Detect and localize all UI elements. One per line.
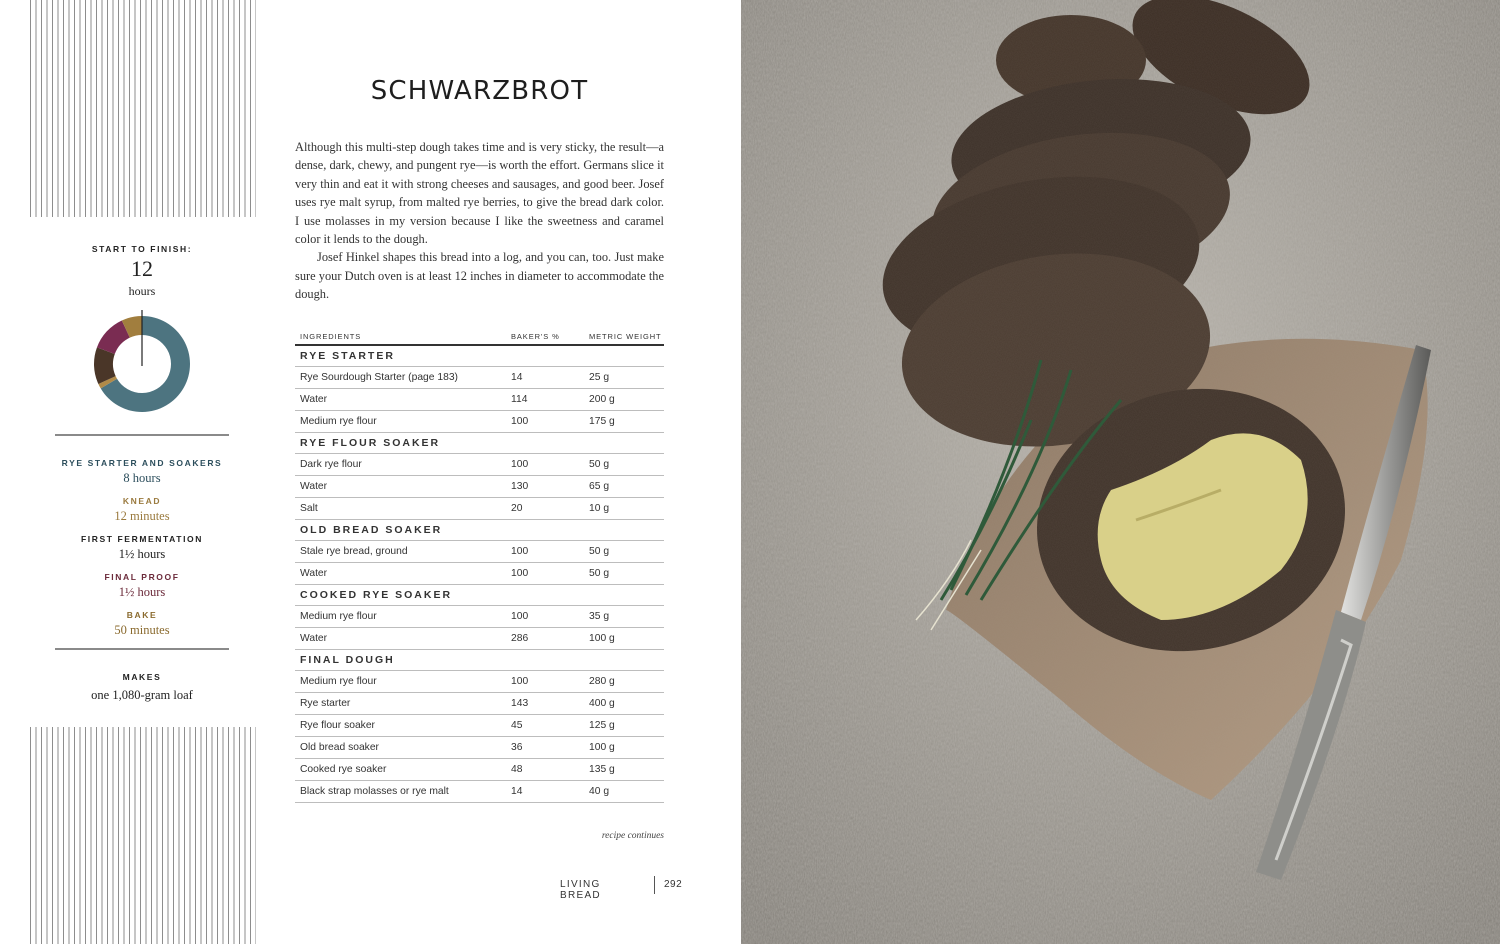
decorative-stripes-bottom (30, 727, 256, 944)
ingredient-cell: Medium rye flour (295, 606, 506, 628)
table-section-row (295, 650, 664, 671)
ingredient-cell: Water (295, 476, 506, 498)
metric-weight-cell: 50 g (584, 454, 664, 476)
bakers-percent-cell: 114 (506, 389, 584, 411)
bakers-percent-cell: 100 (506, 541, 584, 563)
table-row (295, 628, 664, 650)
makes-block (55, 671, 229, 704)
makes-label: MAKES (122, 672, 162, 682)
ingredient-cell: Medium rye flour (295, 411, 506, 433)
stage-duration: 1½ hours (118, 585, 166, 599)
table-section-row (295, 585, 664, 606)
table-row (295, 737, 664, 759)
metric-weight-cell: 200 g (584, 389, 664, 411)
stage-duration: 50 minutes (114, 623, 170, 637)
metric-weight-cell: 400 g (584, 693, 664, 715)
metric-weight-cell: 100 g (584, 628, 664, 650)
bakers-percent-cell: 100 (506, 454, 584, 476)
bread-photo (741, 0, 1500, 944)
table-row (295, 693, 664, 715)
section-heading: RYE FLOUR SOAKER (295, 433, 664, 454)
header-ingredients: INGREDIENTS (295, 331, 506, 345)
header-bakers-percent: BAKER'S % (506, 331, 584, 345)
bakers-percent-cell: 100 (506, 411, 584, 433)
ingredients-table (295, 331, 664, 803)
start-to-finish-value: 12 (131, 256, 153, 281)
stage-label: FINAL PROOF (104, 572, 180, 582)
table-row (295, 563, 664, 585)
bakers-percent-cell: 100 (506, 606, 584, 628)
section-heading: RYE STARTER (295, 345, 664, 367)
start-to-finish-label: START TO FINISH: (91, 244, 193, 254)
stage-label: RYE STARTER AND SOAKERS (61, 458, 223, 468)
page-number: 292 (664, 879, 683, 890)
stage-duration: 1½ hours (118, 547, 166, 561)
bakers-percent-cell: 100 (506, 671, 584, 693)
makes-value: one 1,080-gram loaf (91, 688, 193, 702)
section-heading: FINAL DOUGH (295, 650, 664, 671)
table-row (295, 389, 664, 411)
table-row (295, 759, 664, 781)
metric-weight-cell: 25 g (584, 367, 664, 389)
timing-stage (55, 495, 229, 525)
section-heading: COOKED RYE SOAKER (295, 585, 664, 606)
timing-stage (55, 571, 229, 601)
ingredient-cell: Stale rye bread, ground (295, 541, 506, 563)
divider-rule (55, 434, 229, 436)
bakers-percent-cell: 20 (506, 498, 584, 520)
timing-stage (55, 533, 229, 563)
metric-weight-cell: 10 g (584, 498, 664, 520)
decorative-stripes-top (30, 0, 256, 217)
stage-label: KNEAD (122, 496, 162, 506)
recipe-continues-note: recipe continues (601, 831, 664, 841)
metric-weight-cell: 35 g (584, 606, 664, 628)
ingredient-cell: Rye flour soaker (295, 715, 506, 737)
metric-weight-cell: 280 g (584, 671, 664, 693)
bakers-percent-cell: 100 (506, 563, 584, 585)
table-row (295, 541, 664, 563)
section-heading: OLD BREAD SOAKER (295, 520, 664, 541)
recipe-title: SCHWARZBROT (370, 76, 589, 106)
timing-stage (55, 457, 229, 487)
table-section-row (295, 345, 664, 367)
timing-donut-chart (92, 314, 192, 414)
bakers-percent-cell: 143 (506, 693, 584, 715)
ingredient-cell: Water (295, 389, 506, 411)
table-row (295, 606, 664, 628)
timing-stage (55, 609, 229, 639)
bakers-percent-cell: 36 (506, 737, 584, 759)
bakers-percent-cell: 130 (506, 476, 584, 498)
divider-rule (55, 648, 229, 650)
metric-weight-cell: 40 g (584, 781, 664, 803)
start-to-finish-unit: hours (128, 284, 156, 298)
table-row (295, 781, 664, 803)
table-row (295, 476, 664, 498)
bakers-percent-cell: 14 (506, 781, 584, 803)
stage-duration: 12 minutes (114, 509, 170, 523)
ingredient-cell: Water (295, 563, 506, 585)
ingredient-cell: Rye Sourdough Starter (page 183) (295, 367, 506, 389)
table-row (295, 411, 664, 433)
bakers-percent-cell: 48 (506, 759, 584, 781)
table-row (295, 715, 664, 737)
table-row (295, 367, 664, 389)
metric-weight-cell: 50 g (584, 563, 664, 585)
stage-label: BAKE (126, 610, 158, 620)
metric-weight-cell: 125 g (584, 715, 664, 737)
stage-label: FIRST FERMENTATION (81, 534, 203, 544)
ingredient-cell: Salt (295, 498, 506, 520)
metric-weight-cell: 65 g (584, 476, 664, 498)
table-row (295, 454, 664, 476)
table-section-row (295, 433, 664, 454)
table-header-row (295, 331, 664, 345)
ingredient-cell: Black strap molasses or rye malt (295, 781, 506, 803)
table-row (295, 671, 664, 693)
bakers-percent-cell: 14 (506, 367, 584, 389)
ingredient-cell: Rye starter (295, 693, 506, 715)
metric-weight-cell: 135 g (584, 759, 664, 781)
bakers-percent-cell: 286 (506, 628, 584, 650)
intro-paragraph: Although this multi-step dough takes time and is very sticky, the result—a dense, dark, chewy, and pungent rye—is worth the effort. Germans slice it very thin and eat it with strong cheeses and sausages, and good beer. Josef uses rye malt syrup, from malted rye berries, to give the bread dark color. I use molasses in my version because I like the sweetness and caramel color it lends to the dough. (295, 140, 664, 247)
metric-weight-cell: 175 g (584, 411, 664, 433)
footer-book-title: LIVING BREAD (560, 879, 601, 901)
table-row (295, 498, 664, 520)
footer-separator (654, 876, 655, 894)
ingredient-cell: Cooked rye soaker (295, 759, 506, 781)
table-section-row (295, 520, 664, 541)
header-metric-weight: METRIC WEIGHT (584, 331, 664, 345)
page-footer (560, 876, 684, 901)
bakers-percent-cell: 45 (506, 715, 584, 737)
recipe-intro (295, 138, 664, 304)
ingredient-cell: Medium rye flour (295, 671, 506, 693)
ingredient-cell: Old bread soaker (295, 737, 506, 759)
metric-weight-cell: 100 g (584, 737, 664, 759)
metric-weight-cell: 50 g (584, 541, 664, 563)
stage-duration: 8 hours (123, 471, 161, 485)
ingredient-cell: Dark rye flour (295, 454, 506, 476)
intro-paragraph: Josef Hinkel shapes this bread into a log, and you can, too. Just make sure your Dutch oven is at least 12 inches in diameter to accommodate the dough. (295, 250, 664, 302)
ingredient-cell: Water (295, 628, 506, 650)
